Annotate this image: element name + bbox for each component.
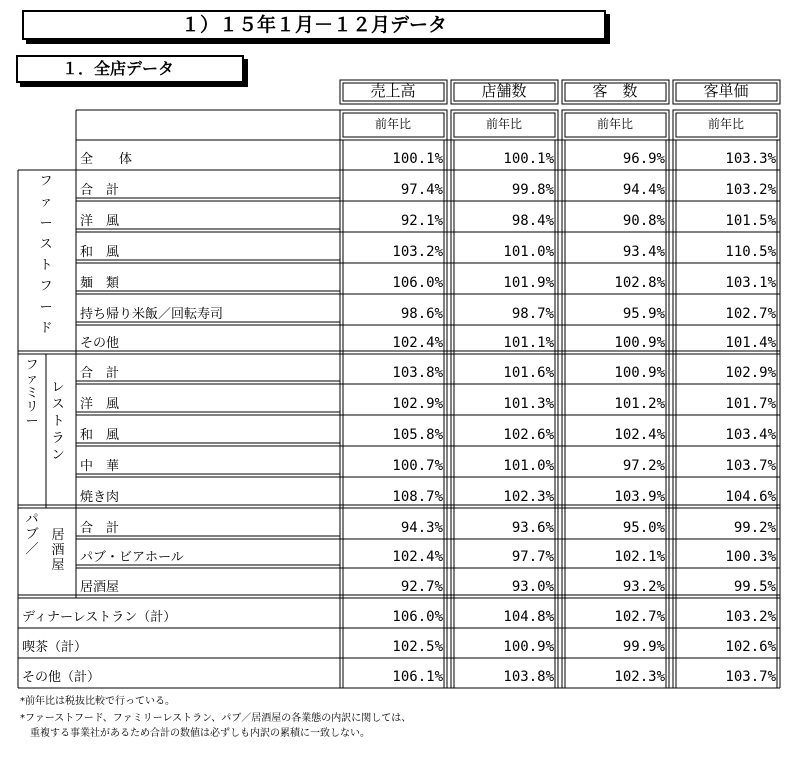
column-header: 売上高 <box>370 82 416 100</box>
cell-value: 110.5% <box>725 244 776 260</box>
cell-value: 93.2% <box>622 579 665 595</box>
cell-value: 90.8% <box>622 213 665 229</box>
cell-value: 103.9% <box>614 489 665 505</box>
group-char: リ <box>25 400 39 415</box>
cell-value: 97.4% <box>400 182 443 198</box>
cell-value: 102.5% <box>392 639 443 655</box>
cell-value: 98.6% <box>400 306 443 322</box>
cell-value: 100.3% <box>725 549 776 565</box>
cell-value: 102.4% <box>392 335 443 351</box>
cell-value: 102.9% <box>392 396 443 412</box>
cell-value: 101.9% <box>503 275 554 291</box>
group-char: レ <box>51 380 65 395</box>
cell-value: 103.2% <box>725 182 776 198</box>
cell-value: 102.6% <box>503 427 554 443</box>
group-char: ト <box>51 414 65 429</box>
group-char: ン <box>51 448 65 463</box>
cell-value: 102.3% <box>503 489 554 505</box>
row-label: 全 体 <box>80 152 133 167</box>
cell-value: 103.1% <box>725 275 776 291</box>
row-label: ディナーレストラン（計） <box>22 610 177 625</box>
cell-value: 105.8% <box>392 427 443 443</box>
cell-value: 99.9% <box>622 639 665 655</box>
group-label-family-b <box>50 380 66 465</box>
cell-value: 102.4% <box>392 549 443 565</box>
cell-value: 95.9% <box>622 306 665 322</box>
cell-value: 92.1% <box>400 213 443 229</box>
cell-value: 102.7% <box>614 609 665 625</box>
row-label: 和 風 <box>80 428 120 443</box>
cell-value: 101.6% <box>503 365 554 381</box>
row-label: その他（計） <box>22 670 101 685</box>
row-label: 焼き肉 <box>80 490 120 505</box>
cell-value: 96.9% <box>622 151 665 167</box>
row-label: パブ・ビアホール <box>80 550 184 565</box>
group-label-pub-a <box>24 512 40 557</box>
cell-value: 103.8% <box>503 669 554 685</box>
cell-value: 93.6% <box>511 520 554 536</box>
cell-value: 106.0% <box>392 609 443 625</box>
cell-value: 92.7% <box>400 579 443 595</box>
subheader: 前年比 <box>374 117 411 131</box>
row-label: 洋 風 <box>80 214 120 229</box>
group-char: ラ <box>51 431 65 446</box>
cell-value: 103.4% <box>725 427 776 443</box>
group-char: ド <box>39 321 53 336</box>
cell-value: 93.0% <box>511 579 554 595</box>
cell-value: 100.1% <box>503 151 554 167</box>
cell-value: 99.2% <box>733 520 776 536</box>
cell-value: 102.9% <box>725 365 776 381</box>
group-char: ／ <box>25 542 39 557</box>
cell-value: 102.6% <box>725 639 776 655</box>
row-label: 和 風 <box>80 245 120 260</box>
group-label-pub-b <box>50 528 66 573</box>
group-char: フ <box>39 174 53 189</box>
cell-value: 101.7% <box>725 396 776 412</box>
column-header: 店舗数 <box>481 82 527 100</box>
row-label: 合 計 <box>80 521 120 536</box>
cell-value: 103.7% <box>725 669 776 685</box>
cell-value: 103.2% <box>392 244 443 260</box>
row-label: 持ち帰り米飯／回転寿司 <box>80 307 224 322</box>
group-char: ー <box>39 216 53 231</box>
group-label-fastfood <box>38 174 54 342</box>
group-char: ァ <box>25 372 39 387</box>
cell-value: 99.8% <box>511 182 554 198</box>
cell-value: 97.7% <box>511 549 554 565</box>
group-char: パ <box>25 512 39 527</box>
column-header: 客 数 <box>592 82 638 100</box>
group-char: 居 <box>51 528 65 543</box>
cell-value: 103.8% <box>392 365 443 381</box>
cell-value: 97.2% <box>622 458 665 474</box>
group-char: ァ <box>39 195 53 210</box>
cell-value: 104.6% <box>725 489 776 505</box>
cell-value: 103.3% <box>725 151 776 167</box>
cell-value: 101.2% <box>614 396 665 412</box>
group-char: ー <box>25 414 39 429</box>
group-char: ー <box>39 300 53 315</box>
row-label: その他 <box>80 336 120 351</box>
cell-value: 104.8% <box>503 609 554 625</box>
row-label: 中 華 <box>80 459 120 474</box>
group-char: ミ <box>25 386 39 401</box>
footnote-3: 重複する事業社があるため合計の数値は必ずしも内訳の累積に一致しない。 <box>20 728 370 739</box>
cell-value: 100.9% <box>614 365 665 381</box>
cell-value: 101.4% <box>725 335 776 351</box>
group-char: ス <box>39 237 53 252</box>
row-label: 合 計 <box>80 183 120 198</box>
footnote-2: *ファーストフード、ファミリーレストラン、パブ／居酒屋の各業態の内訳に関しては、 <box>20 713 412 724</box>
cell-value: 101.1% <box>503 335 554 351</box>
row-label: 麺 類 <box>80 276 120 291</box>
page-title: １）１５年１月－１２月データ <box>22 10 606 40</box>
cell-value: 101.0% <box>503 244 554 260</box>
cell-value: 93.4% <box>622 244 665 260</box>
cell-value: 100.9% <box>503 639 554 655</box>
section-title: １．全店データ <box>16 55 244 83</box>
row-label: 喫茶（計） <box>22 640 88 655</box>
cell-value: 102.3% <box>614 669 665 685</box>
group-char: ト <box>39 258 53 273</box>
cell-value: 106.0% <box>392 275 443 291</box>
cell-value: 94.4% <box>622 182 665 198</box>
group-char: ブ <box>25 527 39 542</box>
cell-value: 103.7% <box>725 458 776 474</box>
subheader: 前年比 <box>707 117 744 131</box>
group-char: 屋 <box>51 558 65 573</box>
group-char: フ <box>25 358 39 373</box>
group-label-family-a <box>24 358 40 428</box>
row-label: 居酒屋 <box>80 580 120 595</box>
cell-value: 100.9% <box>614 335 665 351</box>
cell-value: 108.7% <box>392 489 443 505</box>
cell-value: 106.1% <box>392 669 443 685</box>
cell-value: 101.5% <box>725 213 776 229</box>
cell-value: 103.2% <box>725 609 776 625</box>
cell-value: 98.7% <box>511 306 554 322</box>
cell-value: 99.5% <box>733 579 776 595</box>
group-char: 酒 <box>51 543 65 558</box>
subheader: 前年比 <box>485 117 522 131</box>
cell-value: 101.3% <box>503 396 554 412</box>
subheader: 前年比 <box>596 117 633 131</box>
group-char: フ <box>39 279 53 294</box>
cell-value: 100.1% <box>392 151 443 167</box>
cell-value: 100.7% <box>392 458 443 474</box>
cell-value: 98.4% <box>511 213 554 229</box>
cell-value: 94.3% <box>400 520 443 536</box>
cell-value: 95.0% <box>622 520 665 536</box>
cell-value: 102.4% <box>614 427 665 443</box>
cell-value: 102.7% <box>725 306 776 322</box>
cell-value: 102.1% <box>614 549 665 565</box>
row-label: 合 計 <box>80 366 120 381</box>
column-header: 客単価 <box>703 82 749 100</box>
row-label: 洋 風 <box>80 397 120 412</box>
footnote-1: *前年比は税抜比較で行っている。 <box>20 696 175 707</box>
cell-value: 101.0% <box>503 458 554 474</box>
group-char: ス <box>51 397 65 412</box>
cell-value: 102.8% <box>614 275 665 291</box>
